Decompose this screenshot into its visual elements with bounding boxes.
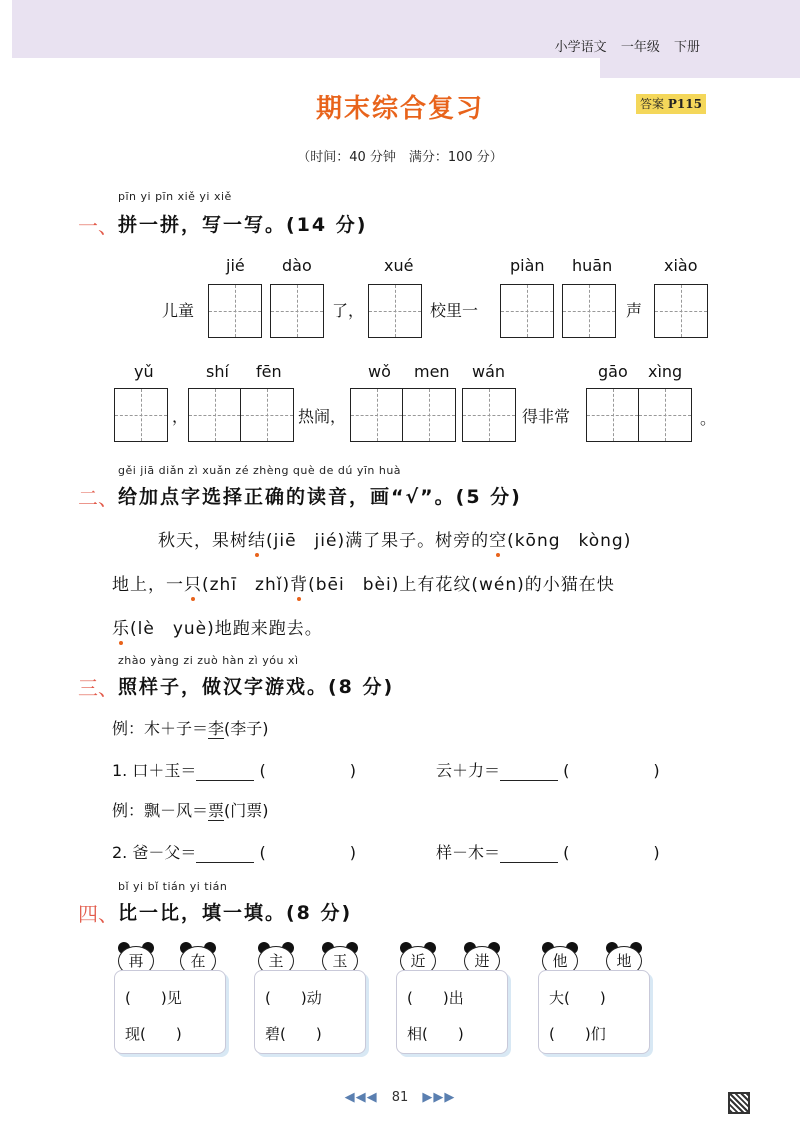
pinyin-jie: jié (226, 256, 245, 275)
writing-grid[interactable] (562, 284, 616, 338)
pinyin-wan: wán (472, 362, 506, 381)
writing-grid[interactable] (586, 388, 692, 442)
question-1b: 云＋力＝ ( ) (436, 761, 660, 780)
writing-grid[interactable] (208, 284, 262, 338)
pinyin-shi: shí (206, 362, 229, 381)
row1-text-1: 儿童 (162, 301, 195, 320)
panda-char: 地 (604, 942, 644, 978)
pinyin-xing: xìng (648, 362, 683, 381)
page-footer (0, 1090, 800, 1105)
prev-arrows-icon: ◀◀◀ (344, 1090, 378, 1105)
answer-page: P115 (667, 97, 702, 111)
pinyin-fen: fēn (256, 362, 282, 381)
answer-blank[interactable] (500, 763, 558, 781)
section1-pinyin: pīn yi pīn xiě yi xiě (118, 190, 232, 203)
book-grade: 一年级 (620, 40, 660, 55)
dotted-char: 空 (489, 531, 508, 551)
book-volume: 下册 (673, 40, 700, 55)
pinyin-men: men (414, 362, 450, 381)
pinyin-pian: piàn (510, 256, 545, 275)
reading-line-1: 秋天，果树结(jiē jié)满了果子。树旁的空(kōng kòng) (158, 531, 632, 551)
answer-blank[interactable] (500, 845, 558, 863)
pinyin-huan: huān (572, 256, 613, 275)
panda-char: 主 (256, 942, 296, 978)
time-limit: （时间：40 分钟 满分：100 分） (297, 150, 503, 165)
writing-grid[interactable] (368, 284, 422, 338)
row2-text-4: 。 (700, 409, 717, 428)
pinyin-xiao: xiào (664, 256, 698, 275)
next-arrows-icon: ▶▶▶ (422, 1090, 456, 1105)
example-1: 例：木＋子＝李(李子) (112, 719, 269, 738)
writing-grid[interactable] (462, 388, 516, 442)
section2-pinyin: gěi jiā diǎn zì xuǎn zé zhèng què de dú yīn huà (118, 464, 402, 477)
pinyin-yu: yǔ (134, 362, 154, 381)
writing-grid[interactable] (654, 284, 708, 338)
example-2: 例：飘－风＝票(门票) (112, 801, 269, 820)
section4-pinyin: bǐ yi bǐ tián yi tián (118, 880, 228, 893)
pinyin-gao: gāo (598, 362, 628, 381)
dotted-char: 只 (184, 575, 202, 595)
question-2: 2. 爸－父＝ ( ) (112, 843, 356, 862)
answer-label: 答案 (640, 97, 665, 111)
answer-blank[interactable] (196, 845, 254, 863)
panda-char: 近 (398, 942, 438, 978)
writing-grid[interactable] (270, 284, 324, 338)
panda-char: 玉 (320, 942, 360, 978)
writing-grid[interactable] (188, 388, 294, 442)
dotted-char: 结 (248, 531, 266, 551)
dotted-char: 乐 (112, 619, 130, 639)
section4-title: 比一比，填一填。(8 分) (118, 902, 353, 924)
book-subject: 小学语文 (554, 40, 607, 55)
section1-title: 拼一拼，写一写。(14 分) (118, 214, 368, 236)
row2-text-3: 得非常 (522, 407, 571, 426)
panda-char: 在 (178, 942, 218, 978)
answer-tag (636, 94, 706, 114)
row1-text-3: 校里一 (430, 301, 479, 320)
pinyin-wo: wǒ (368, 362, 391, 381)
pinyin-xue: xué (384, 256, 414, 275)
row2-text-2: 热闹， (298, 407, 347, 426)
writing-grid[interactable] (350, 388, 456, 442)
section1-number: 一、 (78, 214, 118, 238)
row1-text-4: 声 (626, 301, 643, 320)
section3-number: 三、 (78, 676, 118, 700)
panda-char: 再 (116, 942, 156, 978)
question-2b: 样－木＝ ( ) (436, 843, 660, 862)
page-number: 81 (391, 1090, 409, 1105)
qr-code-icon (728, 1092, 750, 1114)
writing-grid[interactable] (500, 284, 554, 338)
fill-card: 大( ) ( )们 (538, 970, 650, 1054)
dotted-char: 背 (290, 575, 309, 595)
writing-grid[interactable] (114, 388, 168, 442)
reading-line-3: 乐(lè yuè)地跑来跑去。 (112, 619, 323, 639)
panda-char: 进 (462, 942, 502, 978)
row2-text-1: ， (172, 407, 189, 426)
answer-blank[interactable] (196, 763, 254, 781)
fill-card: ( )出 相( ) (396, 970, 508, 1054)
reading-line-2: 地上，一只(zhī zhǐ)背(bēi bèi)上有花纹(wén)的小猫在快 (112, 575, 615, 595)
section2-title: 给加点字选择正确的读音，画“√”。(5 分) (118, 486, 522, 508)
section4-number: 四、 (78, 902, 118, 926)
question-1: 1. 口＋玉＝ ( ) (112, 761, 356, 780)
book-info (555, 36, 700, 55)
page-title: 期末综合复习 (315, 94, 484, 124)
pinyin-dao: dào (282, 256, 312, 275)
row1-text-2: 了， (332, 301, 365, 320)
section2-number: 二、 (78, 486, 118, 510)
panda-char: 他 (540, 942, 580, 978)
fill-card: ( )动 碧( ) (254, 970, 366, 1054)
section3-pinyin: zhào yàng zi zuò hàn zì yóu xì (118, 654, 299, 667)
fill-card: ( )见 现( ) (114, 970, 226, 1054)
section3-title: 照样子，做汉字游戏。(8 分) (118, 676, 395, 698)
